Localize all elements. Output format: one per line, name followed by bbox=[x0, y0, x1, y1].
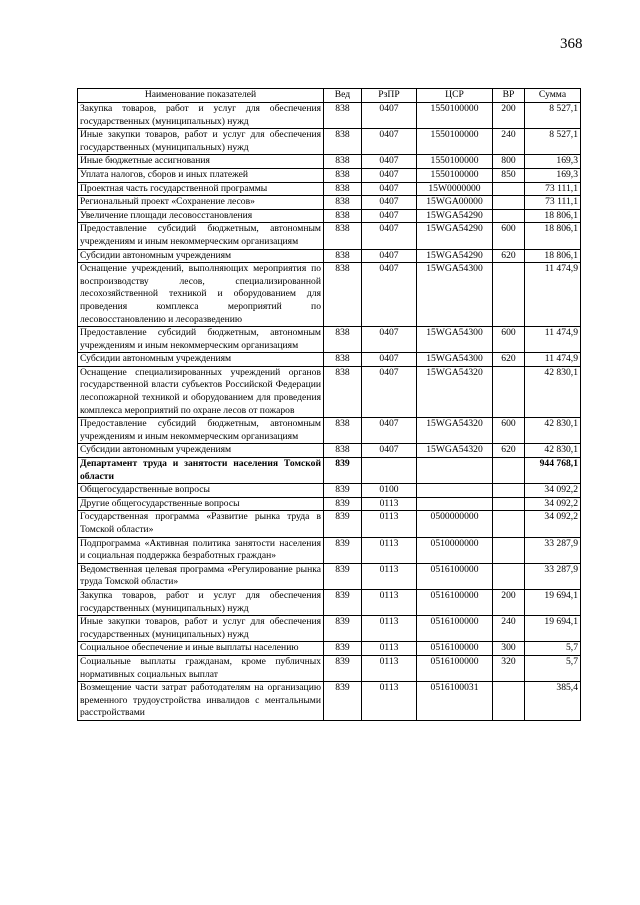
cell-rzpr: 0407 bbox=[362, 196, 417, 210]
table-row bbox=[78, 196, 581, 210]
cell-name: Иные бюджетные ассигнования bbox=[78, 155, 324, 169]
cell-name: Социальные выплаты гражданам, кроме публичных нормативных социальных выплат bbox=[78, 655, 324, 681]
cell-ved: 839 bbox=[324, 537, 362, 563]
table-row bbox=[78, 223, 581, 249]
cell-csr: 15WGA54300 bbox=[417, 353, 493, 367]
table-header-row bbox=[78, 89, 581, 103]
page-number: 368 bbox=[560, 36, 583, 52]
cell-ved: 839 bbox=[324, 563, 362, 589]
cell-vr: 320 bbox=[493, 655, 525, 681]
table-row bbox=[78, 327, 581, 353]
cell-rzpr: 0407 bbox=[362, 155, 417, 169]
cell-sum: 18 806,1 bbox=[525, 223, 581, 249]
table-row bbox=[78, 655, 581, 681]
cell-vr: 240 bbox=[493, 129, 525, 155]
cell-name: Закупка товаров, работ и услуг для обеспечения государственных (муниципальных) нужд bbox=[78, 103, 324, 129]
table-row bbox=[78, 563, 581, 589]
cell-rzpr: 0113 bbox=[362, 682, 417, 721]
cell-ved: 839 bbox=[324, 616, 362, 642]
cell-rzpr: 0113 bbox=[362, 497, 417, 511]
header-rzpr: РзПР bbox=[362, 89, 417, 103]
cell-name: Предоставление субсидий бюджетным, автономным учреждениям и иным некоммерческим организациям bbox=[78, 327, 324, 353]
cell-name: Оснащение специализированных учреждений органов государственной власти субъектов Российской Федерации лесопожарной техникой и оборудованием для проведения комплекса мероприятий по охране лесов от пожаров bbox=[78, 366, 324, 417]
cell-name: Департамент труда и занятости населения Томской области bbox=[78, 458, 324, 484]
cell-sum: 18 806,1 bbox=[525, 249, 581, 263]
cell-csr: 15W0000000 bbox=[417, 182, 493, 196]
cell-name: Государственная программа «Развитие рынка труда в Томской области» bbox=[78, 511, 324, 537]
cell-rzpr: 0113 bbox=[362, 642, 417, 656]
cell-sum: 8 527,1 bbox=[525, 103, 581, 129]
cell-name: Иные закупки товаров, работ и услуг для обеспечения государственных (муниципальных) нужд bbox=[78, 129, 324, 155]
cell-rzpr: 0407 bbox=[362, 327, 417, 353]
cell-sum: 5,7 bbox=[525, 655, 581, 681]
cell-rzpr: 0100 bbox=[362, 484, 417, 498]
table-row bbox=[78, 616, 581, 642]
cell-csr: 0510000000 bbox=[417, 537, 493, 563]
table-row bbox=[78, 682, 581, 721]
cell-ved: 838 bbox=[324, 249, 362, 263]
cell-ved: 839 bbox=[324, 642, 362, 656]
cell-name: Предоставление субсидий бюджетным, автономным учреждениям и иным некоммерческим организациям bbox=[78, 223, 324, 249]
cell-csr: 0516100000 bbox=[417, 616, 493, 642]
cell-csr: 15WGA00000 bbox=[417, 196, 493, 210]
cell-vr: 300 bbox=[493, 642, 525, 656]
cell-csr: 15WGA54320 bbox=[417, 418, 493, 444]
cell-csr: 1550100000 bbox=[417, 168, 493, 182]
cell-vr: 620 bbox=[493, 353, 525, 367]
cell-ved: 838 bbox=[324, 196, 362, 210]
cell-sum: 33 287,9 bbox=[525, 563, 581, 589]
cell-rzpr: 0113 bbox=[362, 616, 417, 642]
cell-sum: 11 474,9 bbox=[525, 263, 581, 327]
cell-ved: 838 bbox=[324, 263, 362, 327]
cell-name: Субсидии автономным учреждениям bbox=[78, 444, 324, 458]
cell-sum: 33 287,9 bbox=[525, 537, 581, 563]
cell-sum: 42 830,1 bbox=[525, 444, 581, 458]
cell-vr bbox=[493, 537, 525, 563]
cell-ved: 838 bbox=[324, 129, 362, 155]
cell-csr: 0500000000 bbox=[417, 511, 493, 537]
cell-sum: 42 830,1 bbox=[525, 366, 581, 417]
cell-sum: 18 806,1 bbox=[525, 209, 581, 223]
table-row bbox=[78, 129, 581, 155]
cell-vr: 200 bbox=[493, 589, 525, 615]
cell-name: Увеличение площади лесовосстановления bbox=[78, 209, 324, 223]
cell-ved: 839 bbox=[324, 484, 362, 498]
cell-name: Ведомственная целевая программа «Регулирование рынка труда Томской области» bbox=[78, 563, 324, 589]
cell-ved: 838 bbox=[324, 182, 362, 196]
table-row bbox=[78, 353, 581, 367]
cell-rzpr: 0407 bbox=[362, 103, 417, 129]
cell-sum: 73 111,1 bbox=[525, 182, 581, 196]
table-row bbox=[78, 458, 581, 484]
cell-name: Общегосударственные вопросы bbox=[78, 484, 324, 498]
cell-sum: 34 092,2 bbox=[525, 511, 581, 537]
cell-name: Иные закупки товаров, работ и услуг для обеспечения государственных (муниципальных) нужд bbox=[78, 616, 324, 642]
table-row bbox=[78, 103, 581, 129]
cell-vr: 800 bbox=[493, 155, 525, 169]
table-row bbox=[78, 642, 581, 656]
cell-name: Региональный проект «Сохранение лесов» bbox=[78, 196, 324, 210]
cell-vr: 850 bbox=[493, 168, 525, 182]
cell-csr: 0516100000 bbox=[417, 563, 493, 589]
cell-ved: 838 bbox=[324, 327, 362, 353]
cell-vr: 620 bbox=[493, 249, 525, 263]
header-sum: Сумма bbox=[525, 89, 581, 103]
cell-csr: 1550100000 bbox=[417, 155, 493, 169]
cell-rzpr: 0113 bbox=[362, 589, 417, 615]
cell-name: Социальное обеспечение и иные выплаты населению bbox=[78, 642, 324, 656]
cell-ved: 839 bbox=[324, 458, 362, 484]
cell-vr: 600 bbox=[493, 223, 525, 249]
cell-csr: 0516100031 bbox=[417, 682, 493, 721]
cell-ved: 839 bbox=[324, 682, 362, 721]
cell-sum: 34 092,2 bbox=[525, 484, 581, 498]
cell-vr bbox=[493, 366, 525, 417]
cell-csr bbox=[417, 484, 493, 498]
cell-sum: 11 474,9 bbox=[525, 353, 581, 367]
cell-csr: 15WGA54300 bbox=[417, 263, 493, 327]
cell-sum: 944 768,1 bbox=[525, 458, 581, 484]
table-row bbox=[78, 263, 581, 327]
cell-vr bbox=[493, 682, 525, 721]
cell-name: Уплата налогов, сборов и иных платежей bbox=[78, 168, 324, 182]
cell-rzpr: 0113 bbox=[362, 537, 417, 563]
cell-vr: 240 bbox=[493, 616, 525, 642]
header-ved: Вед bbox=[324, 89, 362, 103]
cell-csr bbox=[417, 497, 493, 511]
cell-name: Возмещение части затрат работодателям на организацию временного трудоустройства инвалидов с ментальными расстройствами bbox=[78, 682, 324, 721]
cell-vr bbox=[493, 484, 525, 498]
header-name: Наименование показателей bbox=[78, 89, 324, 103]
header-vr: ВР bbox=[493, 89, 525, 103]
cell-sum: 42 830,1 bbox=[525, 418, 581, 444]
header-csr: ЦСР bbox=[417, 89, 493, 103]
cell-ved: 838 bbox=[324, 155, 362, 169]
table-row bbox=[78, 418, 581, 444]
cell-rzpr: 0407 bbox=[362, 129, 417, 155]
cell-vr: 620 bbox=[493, 444, 525, 458]
cell-vr: 600 bbox=[493, 327, 525, 353]
cell-csr: 0516100000 bbox=[417, 589, 493, 615]
cell-csr: 15WGA54320 bbox=[417, 444, 493, 458]
table-row bbox=[78, 537, 581, 563]
cell-vr bbox=[493, 263, 525, 327]
cell-sum: 19 694,1 bbox=[525, 616, 581, 642]
cell-rzpr: 0407 bbox=[362, 249, 417, 263]
cell-vr bbox=[493, 511, 525, 537]
cell-sum: 5,7 bbox=[525, 642, 581, 656]
cell-vr bbox=[493, 209, 525, 223]
table-row bbox=[78, 444, 581, 458]
cell-csr: 15WGA54290 bbox=[417, 223, 493, 249]
cell-ved: 838 bbox=[324, 353, 362, 367]
cell-name: Предоставление субсидий бюджетным, автономным учреждениям и иным некоммерческим организациям bbox=[78, 418, 324, 444]
cell-rzpr: 0407 bbox=[362, 209, 417, 223]
cell-rzpr: 0113 bbox=[362, 655, 417, 681]
cell-ved: 839 bbox=[324, 497, 362, 511]
cell-sum: 169,3 bbox=[525, 155, 581, 169]
table-row bbox=[78, 497, 581, 511]
table-row bbox=[78, 168, 581, 182]
cell-vr bbox=[493, 196, 525, 210]
cell-rzpr: 0113 bbox=[362, 563, 417, 589]
cell-rzpr: 0407 bbox=[362, 263, 417, 327]
table-row bbox=[78, 155, 581, 169]
cell-rzpr: 0407 bbox=[362, 353, 417, 367]
table-row bbox=[78, 589, 581, 615]
cell-csr: 1550100000 bbox=[417, 103, 493, 129]
cell-csr: 0516100000 bbox=[417, 642, 493, 656]
cell-rzpr: 0407 bbox=[362, 182, 417, 196]
cell-ved: 838 bbox=[324, 418, 362, 444]
budget-table bbox=[77, 88, 581, 721]
cell-csr bbox=[417, 458, 493, 484]
table-row bbox=[78, 249, 581, 263]
cell-vr bbox=[493, 497, 525, 511]
cell-ved: 839 bbox=[324, 589, 362, 615]
cell-csr: 15WGA54290 bbox=[417, 249, 493, 263]
cell-name: Оснащение учреждений, выполняющих мероприятия по воспроизводству лесов, специализированной лесохозяйственной техникой и оборудованием для проведения комплекса мероприятий по лесовосстановлению и лесоразведению bbox=[78, 263, 324, 327]
cell-vr bbox=[493, 563, 525, 589]
cell-sum: 34 092,2 bbox=[525, 497, 581, 511]
table-row bbox=[78, 484, 581, 498]
cell-csr: 1550100000 bbox=[417, 129, 493, 155]
cell-ved: 838 bbox=[324, 223, 362, 249]
cell-rzpr: 0407 bbox=[362, 418, 417, 444]
cell-ved: 838 bbox=[324, 366, 362, 417]
cell-name: Закупка товаров, работ и услуг для обеспечения государственных (муниципальных) нужд bbox=[78, 589, 324, 615]
cell-sum: 73 111,1 bbox=[525, 196, 581, 210]
cell-sum: 11 474,9 bbox=[525, 327, 581, 353]
cell-csr: 0516100000 bbox=[417, 655, 493, 681]
cell-name: Субсидии автономным учреждениям bbox=[78, 249, 324, 263]
cell-name: Подпрограмма «Активная политика занятости населения и социальная поддержка безработных граждан» bbox=[78, 537, 324, 563]
cell-name: Другие общегосударственные вопросы bbox=[78, 497, 324, 511]
cell-rzpr: 0113 bbox=[362, 511, 417, 537]
cell-rzpr bbox=[362, 458, 417, 484]
cell-vr: 600 bbox=[493, 418, 525, 444]
cell-sum: 169,3 bbox=[525, 168, 581, 182]
cell-ved: 838 bbox=[324, 444, 362, 458]
table-row bbox=[78, 182, 581, 196]
cell-csr: 15WGA54290 bbox=[417, 209, 493, 223]
cell-sum: 8 527,1 bbox=[525, 129, 581, 155]
cell-rzpr: 0407 bbox=[362, 366, 417, 417]
cell-rzpr: 0407 bbox=[362, 168, 417, 182]
table-body bbox=[78, 103, 581, 721]
table-row bbox=[78, 511, 581, 537]
cell-vr: 200 bbox=[493, 103, 525, 129]
table-row bbox=[78, 366, 581, 417]
cell-name: Проектная часть государственной программы bbox=[78, 182, 324, 196]
cell-csr: 15WGA54320 bbox=[417, 366, 493, 417]
cell-csr: 15WGA54300 bbox=[417, 327, 493, 353]
table-row bbox=[78, 209, 581, 223]
cell-sum: 19 694,1 bbox=[525, 589, 581, 615]
cell-sum: 385,4 bbox=[525, 682, 581, 721]
cell-rzpr: 0407 bbox=[362, 444, 417, 458]
cell-name: Субсидии автономным учреждениям bbox=[78, 353, 324, 367]
cell-ved: 838 bbox=[324, 168, 362, 182]
cell-vr bbox=[493, 458, 525, 484]
cell-rzpr: 0407 bbox=[362, 223, 417, 249]
cell-ved: 839 bbox=[324, 511, 362, 537]
cell-ved: 838 bbox=[324, 209, 362, 223]
cell-ved: 839 bbox=[324, 655, 362, 681]
cell-ved: 838 bbox=[324, 103, 362, 129]
cell-vr bbox=[493, 182, 525, 196]
